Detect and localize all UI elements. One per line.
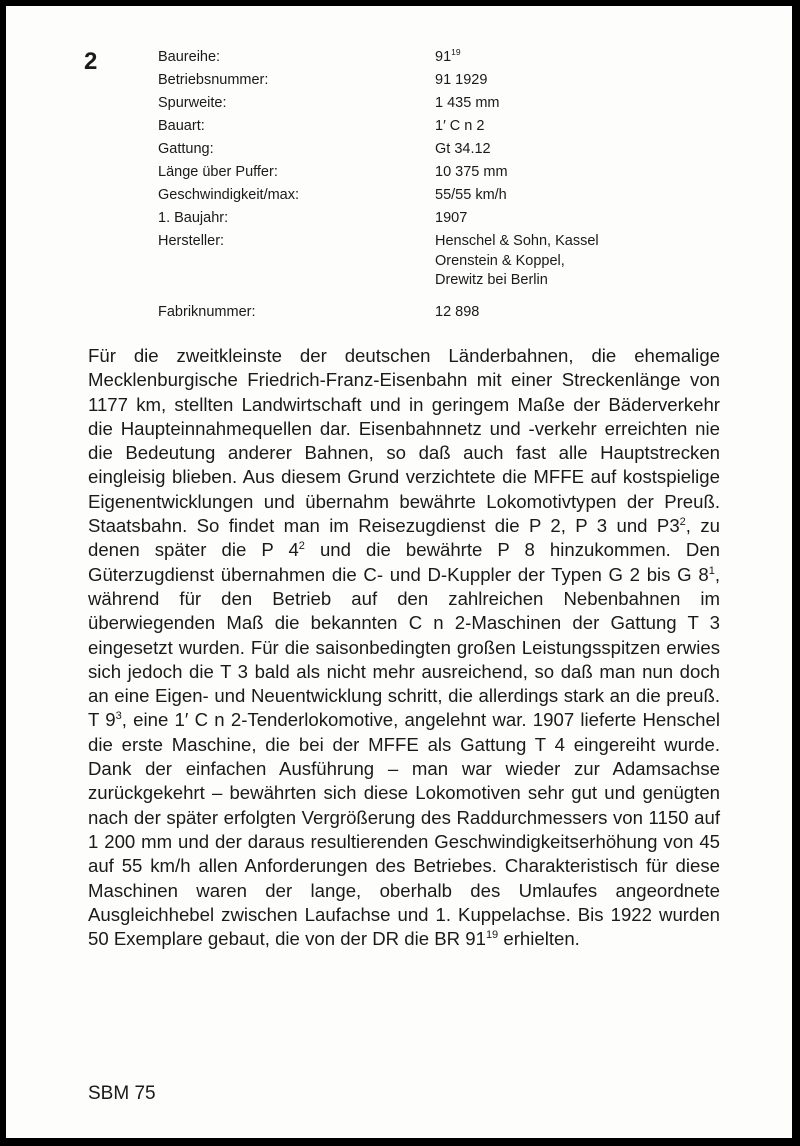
series-code: SBM 75 <box>88 1083 156 1104</box>
spec-label: Gattung: <box>158 141 214 157</box>
body-superscript: 2 <box>679 516 686 529</box>
manufacturer-line: Henschel & Sohn, Kassel <box>435 233 599 249</box>
body-superscript: 3 <box>115 710 122 723</box>
spec-value: 1 435 mm <box>435 95 500 111</box>
body-text-run: , eine 1′ C n 2-Tenderlokomotive, angelehnt war. 1907 lieferte Henschel die erste Maschine, die bei der MFFE als Gattung T 4 eingereiht wurde. Dank der einfachen Ausführung – man war wieder zur Adamsachse zurückgekehrt – bewährten sich diese Lokomotiven sehr gut und genügten nach der später erfolgten Vergrößerung des Raddurchmessers von 1150 auf 1 200 mm und der daraus resultierenden Geschwindigkeitserhöhung von 45 auf 55 km/h allen Anforderungen des Betriebes. Charakteristisch für diese Maschinen waren der lange, oberhalb des Umlaufes angeordnete Ausgleichhebel zwischen Laufachse und 1. Kuppelachse. Bis 1922 wurden 50 Exemplare gebaut, die von der DR die BR 91 <box>88 709 720 950</box>
spec-value <box>435 46 718 69</box>
spec-label: Bauart: <box>158 118 205 134</box>
card-number: 2 <box>84 48 98 75</box>
manufacturer-line: Orenstein & Koppel, <box>435 252 565 269</box>
body-text <box>88 344 720 951</box>
body-text-run: Für die zweitkleinste der deutschen Länderbahnen, die ehemalige Mecklenburgische Friedrich-Franz-Eisenbahn mit einer Streckenlänge von 1177 km, stellten Landwirtschaft und in geringem Maße der Bäderverkehr die Haupteinnahmequellen dar. Eisenbahnnetz und -verkehr erreichten nie die Bedeutung anderer Bahnen, so daß auch fast alle Hauptstrecken eingleisig blieben. Aus diesem Grund verzichtete die MFFE auf kostspielige Eigenentwicklungen und übernahm bewährte Lokomotivtypen der Preuß. Staatsbahn. So findet man im Reisezugdienst die P 2, P 3 und P3 <box>88 345 720 537</box>
spec-label: Fabriknummer: <box>158 303 256 320</box>
info-card <box>6 6 792 1138</box>
spec-row-bauart <box>158 115 718 138</box>
spec-label: Länge über Puffer: <box>158 164 278 180</box>
spec-value: 91 1929 <box>435 72 488 88</box>
spec-value: 1907 <box>435 210 468 226</box>
spec-value: 55/55 km/h <box>435 187 507 203</box>
body-text-run: erhielten. <box>498 928 580 950</box>
spec-row-baujahr <box>158 207 718 230</box>
spec-row-laenge <box>158 161 718 184</box>
spec-row-hersteller <box>158 230 718 291</box>
spec-value: 1′ C n 2 <box>435 118 485 134</box>
spec-value: Gt 34.12 <box>435 141 491 157</box>
body-paragraph <box>88 344 720 951</box>
spec-row-gattung <box>158 138 718 161</box>
spec-value <box>435 230 718 291</box>
spec-row-betriebsnummer <box>158 69 718 92</box>
body-text-run: und die bewährte P 8 hinzukommen. Den Güterzugdienst übernahmen die C- und D-Kuppler der Typen G 2 bis G 8 <box>88 539 720 585</box>
spec-label: Geschwindigkeit/max: <box>158 187 300 203</box>
spec-label: Hersteller: <box>158 233 225 249</box>
spec-value: 12 898 <box>435 303 480 320</box>
spec-row-spurweite <box>158 92 718 115</box>
spec-value-text: 91 <box>435 49 452 65</box>
spec-value-superscript: 19 <box>451 47 461 57</box>
spec-label: Betriebsnummer: <box>158 72 269 88</box>
body-superscript: 19 <box>485 929 499 942</box>
body-superscript: 2 <box>298 540 305 553</box>
spec-row-geschwindigkeit <box>158 184 718 207</box>
body-text-run: , zu denen später die P 4 <box>88 515 720 561</box>
spec-table <box>158 46 718 324</box>
spec-label: 1. Baujahr: <box>158 210 229 226</box>
spec-label: Baureihe: <box>158 49 221 65</box>
body-text-run: , während für den Betrieb auf den zahlreichen Nebenbahnen im überwiegenden Maß die bekannten C n 2-Maschinen der Gattung T 3 eingesetzt wurden. Für die saisonbedingten großen Leistungsspitzen erwies sich jedoch die T 3 bald als nicht mehr ausreichend, so daß man nun doch an eine Eigen- und Neuentwicklung schritt, die allerdings stark an die preuß. T 9 <box>88 563 720 731</box>
spec-row-baureihe <box>158 46 718 69</box>
body-superscript: 1 <box>708 564 715 577</box>
spec-row-fabriknummer <box>158 301 718 324</box>
spec-value: 10 375 mm <box>435 164 508 180</box>
spec-label: Spurweite: <box>158 95 227 111</box>
manufacturer-line: Drewitz bei Berlin <box>435 272 548 288</box>
